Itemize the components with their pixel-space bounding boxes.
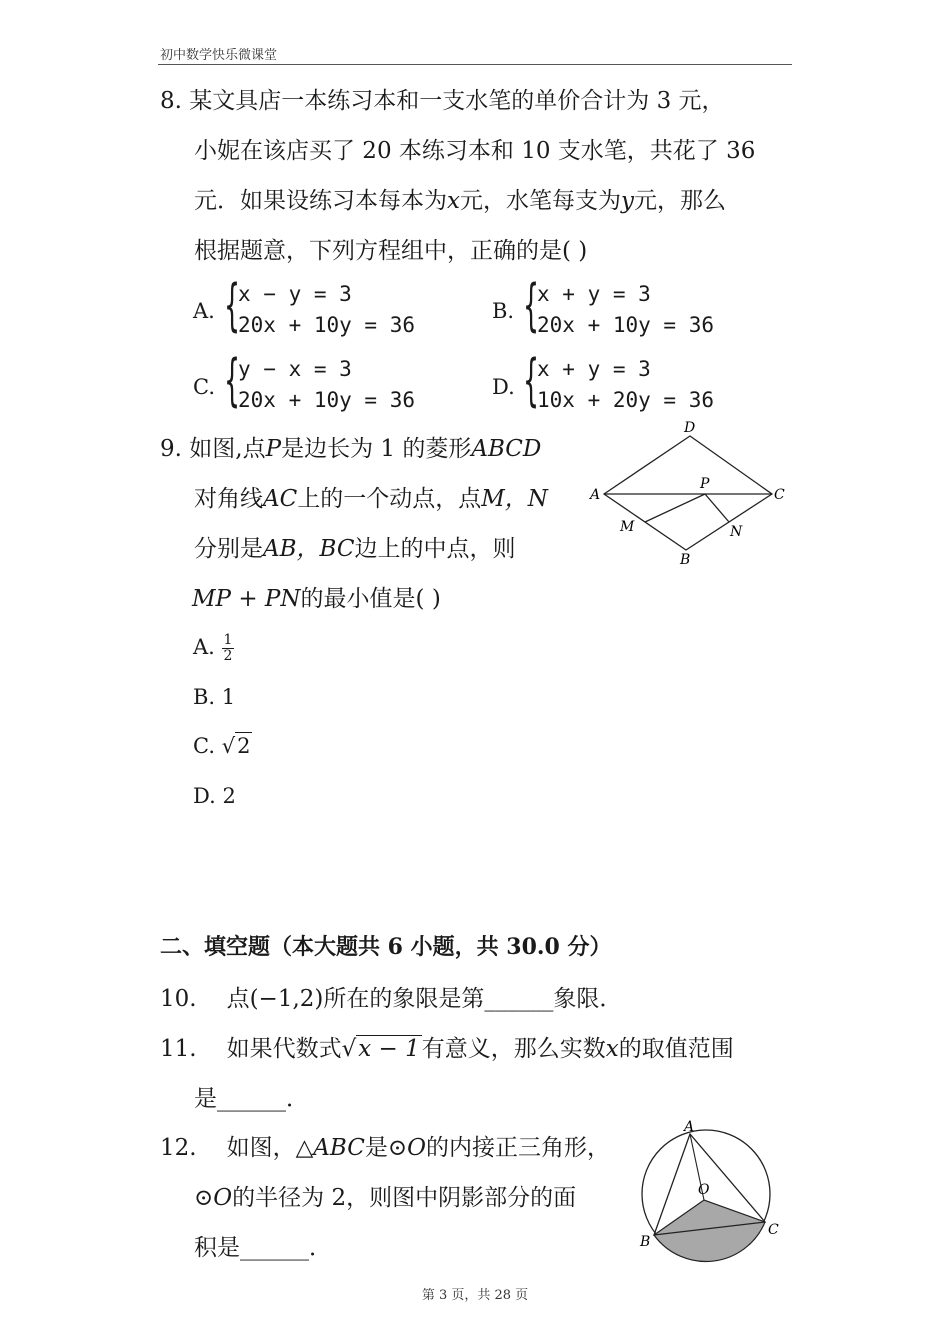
- q8-option-b-eq1: x + y = 3: [537, 282, 651, 306]
- sqrt-icon: √: [221, 734, 236, 758]
- q9-rhombus-figure: [588, 418, 798, 573]
- q9-option-b: B. 1: [193, 685, 236, 709]
- label-b: B: [680, 552, 691, 568]
- q9-line-3: 分别是AB，BC边上的中点，则: [194, 536, 516, 562]
- q8-option-c-eq1: y − x = 3: [238, 357, 352, 381]
- q8-option-b-eq2: 20x + 10y = 36: [537, 313, 715, 337]
- q9-option-a: A. $\frac{1}{2}$: [193, 632, 233, 664]
- q12-line-1: 12. 如图，△ABC是⊙O的内接正三角形，: [160, 1135, 610, 1161]
- label-m: M: [620, 519, 635, 535]
- q8-option-a-eq1: x − y = 3: [238, 282, 352, 306]
- label-a: A: [684, 1119, 695, 1135]
- sqrt-icon: √: [341, 1036, 357, 1062]
- q9-line-2: 对角线AC上的一个动点，点M，N: [194, 486, 548, 512]
- q12-line-2: ⊙O的半径为 2，则图中阴影部分的面: [194, 1185, 577, 1211]
- q10-line: 10. 点(−1,2)所在的象限是第______象限．: [160, 986, 623, 1012]
- q8-option-c-eq2: 20x + 10y = 36: [238, 388, 416, 412]
- q8-option-a-eq2: 20x + 10y = 36: [238, 313, 416, 337]
- q8-line-1: 8. 某文具店一本练习本和一支水笔的单价合计为 3 元，: [160, 88, 725, 114]
- q8-option-b-label: B.: [492, 299, 515, 323]
- q8-option-a-label: A.: [193, 299, 215, 323]
- fraction-one-half: $\frac{1}{2}$: [223, 632, 233, 664]
- q9-option-d: D. 2: [193, 784, 236, 808]
- q8-option-c-label: C.: [193, 375, 215, 399]
- q9-line-4: MP + PN的最小值是( ): [192, 586, 441, 612]
- q11-line-2: 是______．: [194, 1086, 309, 1112]
- segment-mp: [645, 494, 705, 522]
- label-p: P: [700, 476, 710, 492]
- q11-line-1: 11. 如果代数式√x − 1有意义，那么实数x的取值范围: [160, 1036, 734, 1062]
- label-o: O: [698, 1182, 710, 1198]
- q8-option-d-eq2: 10x + 20y = 36: [537, 388, 715, 412]
- page-header-title: 初中数学快乐微课堂: [160, 48, 278, 63]
- label-a: A: [590, 487, 601, 503]
- label-c: C: [774, 487, 785, 503]
- q8-line-3: 元．如果设练习本每本为x元，水笔每支为y元，那么: [194, 188, 726, 214]
- segment-pn: [705, 494, 729, 522]
- section-2-title: 二、填空题（本大题共 6 小题，共 30.0 分）: [160, 934, 612, 960]
- q8-option-d-label: D.: [492, 375, 515, 399]
- q9-line-1: 9. 如图,点P是边长为 1 的菱形ABCD: [160, 436, 542, 462]
- q12-circle-figure: [630, 1116, 790, 1266]
- shaded-region: [654, 1200, 765, 1262]
- label-c: C: [768, 1222, 779, 1238]
- q8-option-d-eq1: x + y = 3: [537, 357, 651, 381]
- page-footer: 第 3 页，共 28 页: [421, 1288, 529, 1303]
- label-n: N: [730, 524, 743, 540]
- q8-line-2: 小妮在该店买了 20 本练习本和 10 支水笔，共花了 36: [194, 138, 756, 164]
- label-b: B: [640, 1234, 651, 1250]
- label-d: D: [684, 420, 696, 436]
- header-divider: [158, 64, 792, 65]
- q8-line-4: 根据题意，下列方程组中，正确的是( ): [194, 238, 588, 264]
- q12-line-3: 积是______．: [194, 1235, 332, 1261]
- q9-option-c: C. √2: [193, 734, 251, 758]
